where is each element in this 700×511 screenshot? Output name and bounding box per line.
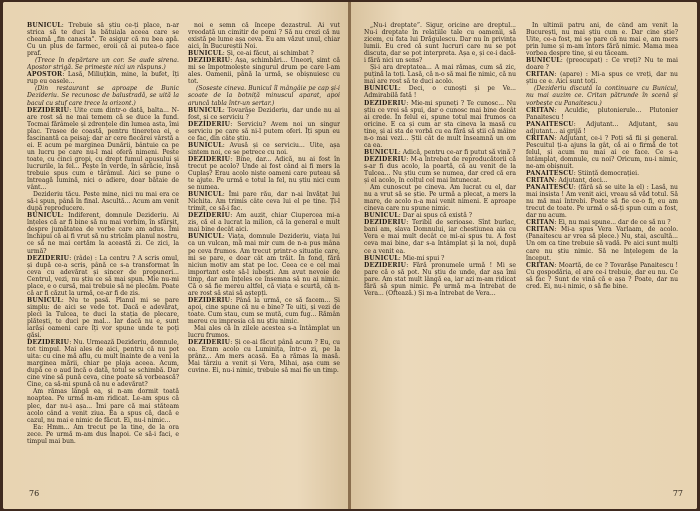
dialogue-line: DEZIDERIU: Așa, schimbări... Uneori, simt că mi se împotmolește singurul drum pe care l-am ales. Oamenii, până la urmă, se obișnuiesc cu tot.: [188, 57, 340, 86]
dialogue-text: Moartă, de ce ? Tovarășe Panaitescu ! Cu gospodăria, el are ce-i trebuie, dar eu nu. Ce să fac ? Sunt de vină că e așa ? Poate, dar nu cred. Ei, nu-i nimic, o să fie bine.: [526, 261, 678, 290]
dialogue-text: Mi-a spus Vera Varlaam, de acolo. (Panaitescu ar vrea să plece.) Nu, stai, ascultă... Un om ca tine trebuie să vadă. Pe aici sunt mulți care nu știu nimic. Să ne înțelegem de la început.: [526, 226, 678, 262]
dialogue-line: DEZIDERIU: Nu. Urmează Dezideriu, domnule, tot timpul. Mai ales de aici, pentru că nu pot uita: cu cine mă aflu, cu mult înainte de a veni la marginea mării, chiar pe plaja aceea. Acum, după ce o aud încă o dată, totul se schimbă. Dar cine vine să pună ceva, cine poate să vorbească? Cine, ca să-mi spună că nu e adevărat?: [27, 339, 179, 389]
dialogue-line: BUNICUL: Viața, domnule Dezideriu, viața lui ca un vulcan, mă mai mir cum de n-a pus mâna pe ceva frumos. Am trecut printr-o situație care, mi se pare, e doar cât am trăit. În fond, fără niciun motiv am stat pe loc. Ceea ce e cel mai important este să-l iubești. Am avut nevoie de timp, dar am înțeles ce însemna să nu ai nimic. Că o să fie mereu altfel, că viața e scurtă, că n-are rost să stai să aștepți.: [188, 233, 340, 297]
dialogue-line: BUNICUL: Mie-mi spui ?: [364, 254, 445, 262]
speaker-name: BUNICUL: [364, 148, 399, 156]
dialogue-text: Am cunoscut pe cineva. Am lucrat cu el, dar nu a vrut să se știe. Pe urmă a plecat, a mers la mare, de acolo n-a mai venit nimeni. E aproape cineva care nu spune nimic.: [364, 184, 516, 213]
dialogue-line: DEZIDERIU: Mie-mi spuneți ? Te cunosc... Nu știu ce vrei să spui, dar o cunosc mai bine decât ai crede. În felul ei, spune totul mai frumos ca oricine. E ca și cum ar sta cineva la masă cu tine, și ai sta de vorbă cu ea fără să știi că mâine n-o mai vezi... Știi cât de mult înseamnă un om ca ea.: [364, 99, 516, 149]
dialogue-text: Indiferent, domnule Dezideriu. Ai înțeles că ar fi bine să nu mai vorbim, în sfârșit, despre jumătatea de vorbe care am adus. Îmi închipui că ai fi vrut să nu stricăm planul nostru, ce să ne mai certăm la această zi. Ce zici, la urmă?: [27, 212, 179, 255]
dialogue-line: [364, 64, 516, 85]
dialogue-text: Aculdic, plutonierule... Plutonier Panaitescu !: [526, 106, 678, 121]
dialogue-line: BUNICUL: Tovarășe Dezideriu, dar unde nu ai fost, și ce serviciu ?: [188, 106, 340, 121]
dialogue-line: BUNICUL: Nu te pasă. Planul mi se pare simplu: de aici se vede tot. Dacă e adevărat, pleci la Tulcea, te duci la stația de plecare, plătești, te duci pe mal... Iar dacă nu e, sunt iarăși oameni care îți vor spune unde te poți găsi.: [27, 296, 179, 340]
dialogue-line: [27, 424, 179, 445]
dialogue-text: Tovarășe Dezideriu, dar unde nu ai fost, și ce serviciu ?: [188, 106, 340, 121]
speaker-name: DEZIDERIU: [27, 339, 70, 347]
dialogue-line: DEZIDERIU: Fără pronumele urmă ! Mi se pare că o să pot. Nu știu de unde, dar așa îmi pare. Am stat mult lângă ea, iar azi m-am ridicat fără să spun nimic. Pe urmă m-a întrebat de Vera... (Oftează.) Și m-a întrebat de Vera...: [364, 261, 516, 297]
dialogue-text: Adjutant, ce-i ? Poți să fii și general. Pescuitul ți-a ajuns la gât, că ai o firmă de tot felul, și acum nu mai ai ce face. Ce s-a întâmplat, domnule, cu noi? Oricum, nu-i nimic, ne-am obișnuit.: [526, 134, 678, 170]
right-page-column-2: [526, 22, 678, 487]
dialogue-line: [27, 191, 179, 212]
dialogue-text: (râde) : La centru ? A scris omul, și după ce-a scris, până ce s-a transformat în ceva cu adevărat și sincer de propuneri... Centrul, vezi, nu știu ce să mai spun. Mie nu-mi place, e o cursă, mai trebuie să ne plecăm. Poate că ar fi căzut la urmă, ce-ar fi de zis.: [27, 254, 179, 297]
left-page: [3, 2, 349, 509]
speaker-name: DEZIDERIU: [188, 57, 231, 65]
dialogue-text: Adică, pentru ce-ar fi putut să vină ?: [402, 148, 516, 156]
dialogue-line: CRITAN: Aculdic, plutonierule... Plutonier Panaitescu !: [526, 106, 678, 121]
speaker-name: DEZIDERIU: [27, 254, 70, 262]
speaker-name: CRITAN: [526, 177, 555, 185]
dialogue-text: Așa, schimbări... Uneori, simt că mi se împotmolește singurul drum pe care l-am ales. Oamenii, până la urmă, se obișnuiesc cu tot.: [188, 57, 340, 86]
dialogue-text: Mie-mi spui ?: [402, 254, 445, 262]
dialogue-line: PANAITESCU: (fără să se uite la el) : Lasă, nu mai insista ! Am venit aici, vreau să văd totul. Să nu mă mai întrebi. Poate să fie ce-o fi, eu am trecut de toate. Pe urmă o să-ți spun cum a fost, dar nu acum.: [526, 184, 678, 220]
speaker-name: BUNICUL: [188, 233, 223, 241]
page-number-left: 76: [29, 489, 40, 498]
stage-direction: (Din restaurant se aproape de Bunic Dezideriu. Se recunosc de balustradă, se uită la bacul cu stuf care trece la orizont.): [27, 85, 179, 107]
dialogue-text: Mai ales că în zilele acestea s-a întâmplat un lucru frumos.: [188, 325, 340, 340]
dialogue-line: CRITAN: Adjutant, deci...: [526, 177, 608, 185]
dialogue-text: (apare) : Mi-a spus ce vreți, dar nu știu ce e. Aici sunt toți.: [526, 71, 678, 86]
dialogue-line: [188, 325, 340, 339]
dialogue-text: Ea: Hmm... Am trecut pe la tine, de la ora zece. Pe urmă m-am dus înapoi. Ce să-i faci, e timpul mai bun.: [27, 423, 179, 445]
dialogue-line: DEZIDERIU: Uite cum dintr-o dată, balta... N-are rost să ne mai temem că se duce la fund. Tocmai fărâmele și zdrențele din lumea asta, îmi plac. Trasee de coastă, pentru tinerețea ei, e fascinantă ca peisaj; dar ar cere fiecărei vârstă a ei. E acum pe marginea Dunării, bântuie ca pe un lucru pe care nu-l mai oferă nimeni. Peste toate, cu cinci gropi, cu drept fumul apusului și lucrurile, la fel... Pește în verde, în sărăcie, însă trebuie spus cum e tărâmul. Aici se pune o întreagă lumină, nici o adiere, doar bătaie de vânt...: [27, 106, 179, 192]
dialogue-text: Fără pronumele urmă ! Mi se pare că o să pot. Nu știu de unde, dar așa îmi pare. Am stat mult lângă ea, iar azi m-am ridicat fără să spun nimic. Pe urmă m-a întrebat de Vera... (Oftează.) Și m-a întrebat de Vera...: [364, 261, 516, 297]
dialogue-line: [526, 22, 678, 57]
speaker-name: BUNICUL: [526, 57, 561, 65]
dialogue-line: CRITAN: Moartă, de ce ? Tovarășe Panaitescu ! Cu gospodăria, el are ce-i trebuie, dar eu nu. Ce să fac ? Sunt de vină că e așa ? Poate, dar nu cred. Ei, nu-i nimic, o să fie bine.: [526, 261, 678, 290]
speaker-name: CRITAN: [526, 226, 555, 234]
dialogue-line: CRITAN: (apare) : Mi-a spus ce vreți, dar nu știu ce e. Aici sunt toți.: [526, 71, 678, 86]
dialogue-text: Avusă și ce serviciu... Uite, așa sintem noi, ce se petrece cu noi.: [188, 141, 340, 156]
speaker-name: BUNICUL: [364, 85, 399, 93]
right-page: [351, 2, 697, 509]
speaker-name: DEZIDERIU: [188, 120, 231, 128]
dialogue-text: Și, ce-ai făcut, ai schimbat ?: [226, 50, 314, 58]
dialogue-text: Am auzit, chiar Ciupercea mi-a zis, că el a lucrat la milion, că la general e mult mai bine decât aici.: [188, 212, 340, 234]
dialogue-text: Și-i ara dreptatea... A mai rămas, cum să zic, puțină la toți. Lasă, că n-o să mai fie nimic, că nu mai are rost să te duci acolo.: [364, 64, 516, 86]
dialogue-line: PANAITESCU: Știință democrației.: [526, 169, 640, 177]
dialogue-text: (fără să se uite la el) : Lasă, nu mai insista ! Am venit aici, vreau să văd totul. Să nu mă mai întrebi. Poate să fie ce-o fi, eu am trecut de toate. Pe urmă o să-ți spun cum a fost, dar nu acum.: [526, 184, 678, 220]
speaker-name: DEZIDERIU: [364, 219, 407, 227]
dialogue-text: Serviciu? Avem noi un singur serviciu pe care să ni-l putem oferi. Îți spun eu ce fac, din câte știu.: [188, 120, 340, 142]
dialogue-text: Viața, domnule Dezideriu, viața lui ca un vulcan, mă mai mir cum de n-a pus mâna pe ceva frumos. Am trecut printr-o situație care, mi se pare, e doar cât am trăit. În fond, fără niciun motiv am stat pe loc. Ceea ce e cel mai important este să-l iubești. Am avut nevoie de timp, dar am înțeles ce însemna să nu ai nimic. Că o să fie mereu altfel, că viața e scurtă, că n-are rost să stai să aștepți.: [188, 233, 340, 297]
dialogue-text: M-a întrebat de reproducătorii că s-ar fi dus acolo, la poartă, că au venit de la Tulcea... Nu știu cum se numea, dar cred că era și el acolo, în colțul cel mai întunecat.: [364, 155, 516, 185]
page-number-right: 77: [672, 489, 683, 498]
dialogue-line: BUNICUL: Indiferent, domnule Dezideriu. Ai înțeles că ar fi bine să nu mai vorbim, în sfârșit, despre jumătatea de vorbe care am adus. Îmi închipui că ai fi vrut să nu stricăm planul nostru, ce să ne mai certăm la această zi. Ce zici, la urmă?: [27, 212, 179, 255]
dialogue-line: BUNICUL: Adică, pentru ce-ar fi putut să vină ?: [364, 148, 516, 156]
dialogue-text: Bine, dar... Adică, nu ai fost în trecut pe acolo? Unde ai fost când ai fi mers la Cuplaș? Erau acolo niște oameni care puteau să te ajute. Pe urmă e totul la fel, nu știu nici cum se numea.: [188, 155, 340, 192]
dialogue-text: „Nu-i dreptate”. Sigur, oricine are dreptul... Nu-i dreptate în relațiile tale cu oamenii, să zicem, cu fata lui Drăgulescu. Dar nu în privința lumii. Eu cred că sunt lucruri care nu se pot discuta, dar se pot interpreta. Așa e, și ce-i dacă-i fără nici un sens?: [364, 22, 516, 65]
stage-direction: (Dezideriu discută la continuare cu Bunicul, nu mai auzim ce. Critan pătrunde în scenă și vorbește cu Panaitescu.): [526, 85, 678, 107]
speaker-name: DEZIDERIU: [188, 155, 231, 163]
speaker-name: CRITAN: [526, 219, 555, 227]
speaker-name: CRITAN: [526, 71, 555, 79]
dialogue-line: [27, 388, 179, 423]
dialogue-line: BUNICUL: Deci, o cunoști și pe Ve... Admirabilă fată !: [364, 85, 516, 100]
dialogue-text: Uite cum dintr-o dată, balta... N-are rost să ne mai temem că se duce la fund. Tocmai fărâmele și zdrențele din lumea asta, îmi plac. Trasee de coastă, pentru tinerețea ei, e fascinantă ca peisaj; dar ar cere fiecărei vârstă a ei. E acum pe marginea Dunării, bântuie ca pe un lucru pe care nu-l mai oferă nimeni. Peste toate, cu cinci gropi, cu drept fumul apusului și lucrurile, la fel... Pește în verde, în sărăcie, însă trebuie spus cum e tărâmul. Aici se pune o întreagă lumină, nici o adiere, doar bătaie de vânt...: [27, 106, 179, 192]
dialogue-line: DEZIDERIU: (râde) : La centru ? A scris omul, și după ce-a scris, până ce s-a transformat în ceva cu adevărat și sincer de propuneri... Centrul, vezi, nu știu ce să mai spun. Mie nu-mi place, e o cursă, mai trebuie să ne plecăm. Poate că ar fi căzut la urmă, ce-ar fi de zis.: [27, 254, 179, 297]
dialogue-line: BUNICUL: Și, ce-ai făcut, ai schimbat ?: [188, 50, 314, 58]
speaker-name: DEZIDERIU: [27, 106, 70, 114]
dialogue-text: În ultimii patru ani, de când am venit la București, nu mai știu cum e. Dar cine știe? Uite, ce-a fost, mi se pare că nu mai e, am mers prin lume și m-am întors fără nimic. Mama mea vorbea despre tine, și eu tăceam.: [526, 22, 678, 58]
speaker-name: DEZIDERIU: [364, 99, 407, 107]
dialogue-text: Mie-mi spuneți ? Te cunosc... Nu știu ce vrei să spui, dar o cunosc mai bine decât ai crede. În felul ei, spune totul mai frumos ca oricine. E ca și cum ar sta cineva la masă cu tine, și ai sta de vorbă cu ea fără să știi că mâine n-o mai vezi... Știi cât de mult înseamnă un om ca ea.: [364, 99, 516, 149]
dialogue-text: Dezideriu tăcu. Peste mine, nici nu mai era ce să-i spun, până în final. Ascultă... Acum am venit după reproducere.: [27, 191, 179, 213]
dialogue-text: Și ce-ai făcut până acum ? Eu, cu ea. Eram acolo cu Luminița, într-o zi, pe la prânz... Am mers acasă. Ea a rămas la masă. Mai târziu a venit și Vera, Mihai, așa cum se cuvine. Ei, nu-i nimic, trebuie să mai fie un timp.: [188, 339, 340, 375]
speaker-name: BUNICUL: [27, 296, 62, 304]
dialogue-text: noi e semn că începe dezastrul. Ai vut vreodată un cimitir de pomi ? Să nu crezi că nu există pe lume așa ceva. Eu am văzut unul, chiar aici, în Bucureștii Noi.: [188, 22, 340, 51]
dialogue-line: DEZIDERIU: Și ce-ai făcut până acum ? Eu, cu ea. Eram acolo cu Luminița, într-o zi, pe la prânz... Am mers acasă. Ea a rămas la masă. Mai târziu a venit și Vera, Mihai, așa cum se cuvine. Ei, nu-i nimic, trebuie să mai fie un timp.: [188, 339, 340, 375]
speaker-name: APOSTOR: [27, 71, 63, 79]
speaker-name: PANAITESCU: [526, 120, 574, 128]
dialogue-line: BUNICUL: Îmi pare rău, dar n-ai învățat lui Nichita. Am trimis câte ceva lui el pe tine. Ți-l trimit, ce să-i fac.: [188, 191, 340, 213]
speaker-name: PANAITESCU: [526, 184, 574, 192]
dialogue-line: PANAITESCU: Adjutant... Adjutant, sau adjutant... ai grijă !: [526, 120, 678, 135]
stage-direction: (Trece în depărtare un cor. Se aude sirena. Apostor strigă. Se primește nici un răspuns.): [27, 57, 179, 72]
right-page-column-1: [364, 22, 516, 487]
speaker-name: BUNICUL: [188, 191, 223, 199]
dialogue-line: DEZIDERIU: Teribil de serioase. Sînt burlac, bani am, slava Domnului, iar chestiunea aia cu Vera e mai mult decât ce mi-ai spus tu. A fost ceva mai bine, dar s-a întâmplat și la noi, după ce a venit ea.: [364, 219, 516, 255]
stage-direction: (Soseste cineva. Bunicul îl mângâie pe cap și-i scoate de la botniță minuscul aparat, apoi aruncă tabla într-un sertar.): [188, 85, 340, 107]
book-spread: [3, 2, 697, 509]
dialogue-text: Adjutant... Adjutant, sau adjutant... ai grijă !: [526, 120, 678, 135]
dialogue-text: Nu te pasă. Planul mi se pare simplu: de aici se vede tot. Dacă e adevărat, pleci la Tulcea, te duci la stația de plecare, plătești, te duci pe mal... Iar dacă nu e, sunt iarăși oameni care îți vor spune unde te poți găsi.: [27, 296, 179, 340]
dialogue-text: Deci, o cunoști și pe Ve... Admirabilă fată !: [364, 85, 516, 100]
dialogue-line: APOSTOR: Lasă, Miliuțkin, mine, la bufet, îți rup eu oasele...: [27, 71, 179, 86]
dialogue-text: Nu. Urmează Dezideriu, domnule, tot timpul. Mai ales de aici, pentru că nu pot uita: cu cine mă aflu, cu mult înainte de a veni la marginea mării, chiar pe plaja aceea. Acum, după ce o aud încă o dată, totul se schimbă. Dar cine vine să pună ceva, cine poate să vorbească? Cine, ca să-mi spună că nu e adevărat?: [27, 339, 179, 389]
dialogue-line: CRITAN: Mi-a spus Vera Varlaam, de acolo. (Panaitescu ar vrea să plece.) Nu, stai, ascultă... Un om ca tine trebuie să vadă. Pe aici sunt mulți care nu știu nimic. Să ne înțelegem de la început.: [526, 226, 678, 262]
speaker-name: BUNICUL: [364, 212, 399, 220]
dialogue-line: [364, 22, 516, 64]
speaker-name: CRITAN: [526, 261, 555, 269]
dialogue-line: DEZIDERIU: Bine, dar... Adică, nu ai fost în trecut pe acolo? Unde ai fost când ai fi mers la Cuplaș? Erau acolo niște oameni care puteau să te ajute. Pe urmă e totul la fel, nu știu nici cum se numea.: [188, 155, 340, 192]
speaker-name: PANAITESCU: [526, 169, 574, 177]
dialogue-line: DEZIDERIU: Serviciu? Avem noi un singur serviciu pe care să ni-l putem oferi. Îți spun eu ce fac, din câte știu.: [188, 120, 340, 142]
dialogue-line: DEZIDERIU: Am auzit, chiar Ciupercea mi-a zis, că el a lucrat la milion, că la general e mult mai bine decât aici.: [188, 212, 340, 234]
dialogue-text: Am rămas lângă ea, și n-am dormit toată noaptea. Pe urmă m-am ridicat. Le-am spus că plec, dar nu-i așa... Îmi pare că mai stăteam acolo când a venit ziua. Ea a spus că, dacă e cazul, nu mai e nimic de făcut. Ei, nu-i nimic...: [27, 388, 179, 424]
dialogue-line: BUNICUL: (preocupat) : Ce vreți? Nu te mai doare ?: [526, 57, 678, 72]
dialogue-line: [364, 184, 516, 212]
speaker-name: CRITAN: [526, 106, 555, 114]
dialogue-line: DEZIDERIU: M-a întrebat de reproducătorii că s-ar fi dus acolo, la poartă, că au venit de la Tulcea... Nu știu cum se numea, dar cred că era și el acolo, în colțul cel mai întunecat.: [364, 155, 516, 185]
dialogue-text: Ei, nu mai spune... dar de ce să nu ?: [558, 219, 671, 227]
speaker-name: BUNICUL: [188, 141, 223, 149]
speaker-name: DEZIDERIU: [188, 212, 231, 220]
dialogue-line: BUNICUL: Dar ai spus că există ?: [364, 212, 473, 220]
dialogue-text: (preocupat) : Ce vreți? Nu te mai doare ?: [526, 57, 678, 72]
dialogue-line: DEZIDERIU: Până la urmă, ce să facem... Și apoi, cine spune că nu e bine? Te uiți, și vezi de toate. Cum stau, cum se mută, cum fug... Rămân mereu cu impresia că nu știu nimic.: [188, 296, 340, 325]
speaker-name: DEZIDERIU: [364, 261, 407, 269]
speaker-name: BUNICUL: [188, 50, 223, 58]
speaker-name: BUNICUL: [364, 254, 399, 262]
dialogue-text: Până la urmă, ce să facem... Și apoi, cine spune că nu e bine? Te uiți, și vezi de toate. Cum stau, cum se mută, cum fug... Rămân mereu cu impresia că nu știu nimic.: [188, 296, 340, 325]
dialogue-text: Dar ai spus că există ?: [402, 212, 473, 220]
dialogue-text: Lasă, Miliuțkin, mine, la bufet, îți rup eu oasele...: [27, 71, 179, 86]
left-page-column-1: [27, 22, 179, 487]
speaker-name: BUNICUL: [188, 106, 223, 114]
dialogue-line: CRITAN: Ei, nu mai spune... dar de ce să nu ?: [526, 219, 671, 227]
speaker-name: DEZIDERIU: [364, 155, 407, 163]
left-page-column-2: [188, 22, 340, 487]
dialogue-text: Știință democrației.: [577, 169, 640, 177]
speaker-name: BUNICUL: [27, 22, 62, 29]
dialogue-text: Adjutant, deci...: [558, 177, 608, 185]
speaker-name: DEZIDERIU: [188, 296, 231, 304]
dialogue-line: BUNICUL: Trebuie să știu ce-ți place, n-ar strica să te duci la bătuiala aceea care se cheamă „fin canasta". Te asigur că nu bea apă. Cu un plus de farmec, eroii că ai putea-o face praf.: [27, 22, 179, 58]
speaker-name: CRITAN: [526, 134, 555, 142]
dialogue-line: BUNICUL: Avusă și ce serviciu... Uite, așa sintem noi, ce se petrece cu noi.: [188, 141, 340, 156]
dialogue-line: [188, 22, 340, 50]
dialogue-text: Teribil de serioase. Sînt burlac, bani am, slava Domnului, iar chestiunea aia cu Vera e mai mult decât ce mi-ai spus tu. A fost ceva mai bine, dar s-a întâmplat și la noi, după ce a venit ea.: [364, 219, 516, 255]
dialogue-text: Îmi pare rău, dar n-ai învățat lui Nichita. Am trimis câte ceva lui el pe tine. Ți-l trimit, ce să-i fac.: [188, 191, 340, 213]
speaker-name: DEZIDERIU: [188, 339, 231, 347]
dialogue-line: CRITAN: Adjutant, ce-i ? Poți să fii și general. Pescuitul ți-a ajuns la gât, că ai o firmă de tot felul, și acum nu mai ai ce face. Ce s-a întâmplat, domnule, cu noi? Oricum, nu-i nimic, ne-am obișnuit.: [526, 134, 678, 170]
speaker-name: BUNICUL: [27, 212, 62, 220]
dialogue-text: Trebuie să știu ce-ți place, n-ar strica să te duci la bătuiala aceea care se cheamă „fin canasta". Te asigur că nu bea apă. Cu un plus de farmec, eroii că ai putea-o face praf.: [27, 22, 179, 58]
